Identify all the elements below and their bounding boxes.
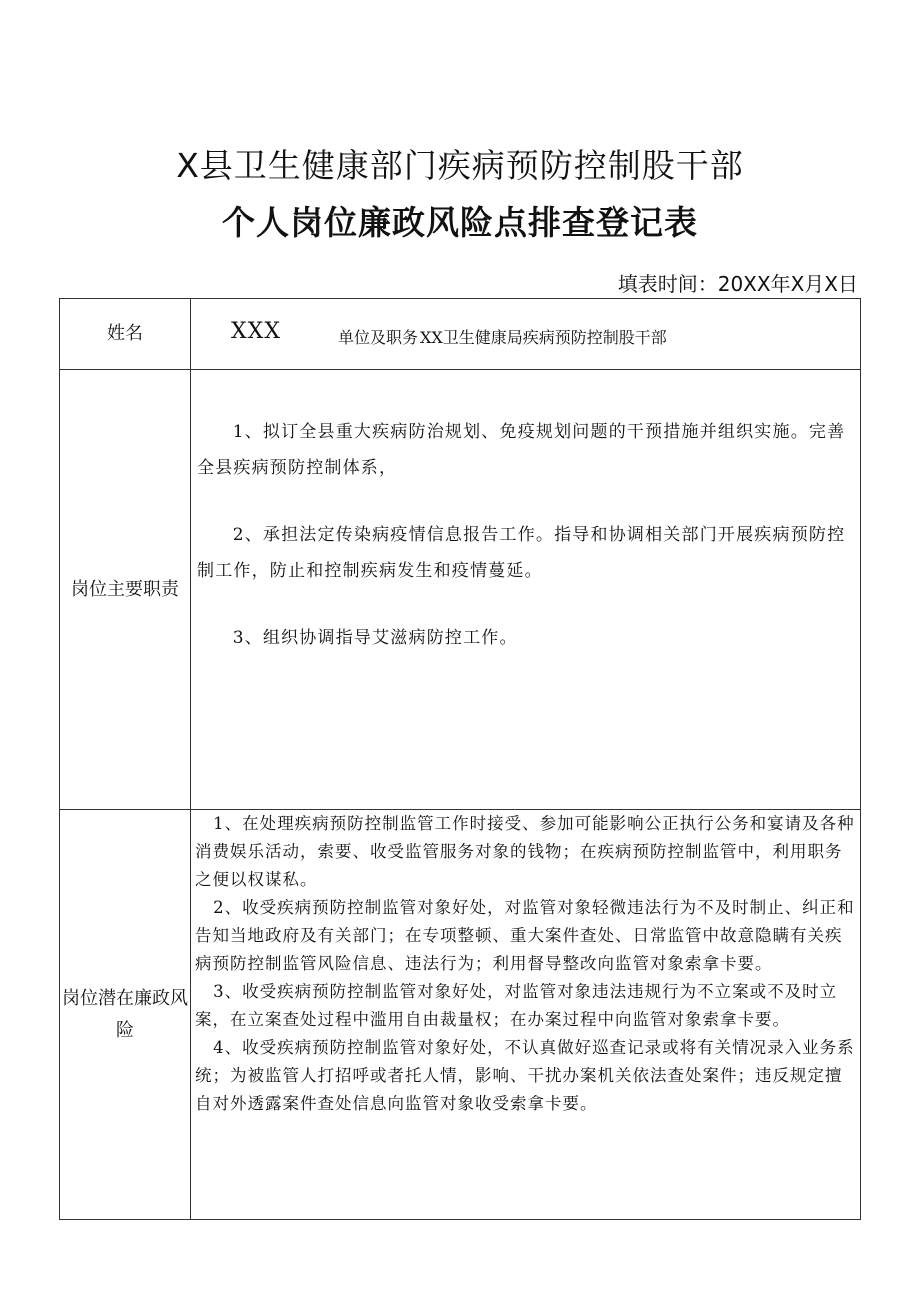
risk-item: 4、收受疾病预防控制监管对象好处，不认真做好巡查记录或将有关情况录入业务系统；为被监管人打招呼或者托人情，影响、干扰办案机关依法查处案件；违反规定擅自对外透露案件查处信息向监管对象收受索拿卡要。	[195, 1038, 855, 1113]
risks-label: 岗位潜在廉政风险	[62, 987, 188, 1041]
risk-register-table	[59, 298, 861, 1220]
document-title-line1: X县卫生健康部门疾病预防控制股干部	[176, 146, 744, 185]
name-label-cell	[60, 299, 191, 370]
unit-label: 单位及职务	[338, 328, 419, 347]
name-label: 姓名	[107, 323, 143, 344]
name-row	[60, 299, 861, 370]
document-title-line2: 个人岗位廉政风险点排查登记表	[222, 203, 698, 242]
duty-item: 2、承担法定传染病疫情信息报告工作。指导和协调相关部门开展疾病预防控制工作，防止和控制疾病发生和疫情蔓延。	[197, 525, 846, 581]
duty-item: 1、拟订全县重大疾病防治规划、免疫规划问题的干预措施并组织实施。完善全县疾病预防控制体系，	[197, 422, 846, 478]
risks-row	[60, 810, 861, 1220]
risk-item: 1、在处理疾病预防控制监管工作时接受、参加可能影响公正执行公务和宴请及各种消费娱乐活动，索要、收受监管服务对象的钱物；在疾病预防控制监管中，利用职务之便以权谋私。	[195, 814, 855, 889]
duties-row	[60, 370, 861, 810]
risks-label-cell	[60, 810, 191, 1220]
risks-content	[191, 810, 861, 1220]
name-value: XXX	[231, 319, 281, 344]
duties-label-cell	[60, 370, 191, 810]
name-unit-cell	[191, 299, 861, 370]
fill-date: 填表时间：20XX年X月X日	[617, 272, 858, 296]
duty-item: 3、组织协调指导艾滋病防控工作。	[232, 628, 518, 648]
risk-item: 2、收受疾病预防控制监管对象好处，对监管对象轻微违法行为不及时制止、纠正和告知当地政府及有关部门；在专项整顿、重大案件查处、日常监管中故意隐瞒有关疾病预防控制监管风险信息、违法行为；利用督导整改向监管对象索拿卡要。	[195, 898, 855, 973]
duties-label: 岗位主要职责	[71, 578, 179, 600]
duties-content	[191, 370, 861, 810]
unit-value: XX卫生健康局疾病预防控制股干部	[420, 328, 667, 347]
risk-item: 3、收受疾病预防控制监管对象好处，对监管对象违法违规行为不立案或不及时立案，在立案查处过程中滥用自由裁量权；在办案过程中向监管对象索拿卡要。	[195, 982, 838, 1029]
